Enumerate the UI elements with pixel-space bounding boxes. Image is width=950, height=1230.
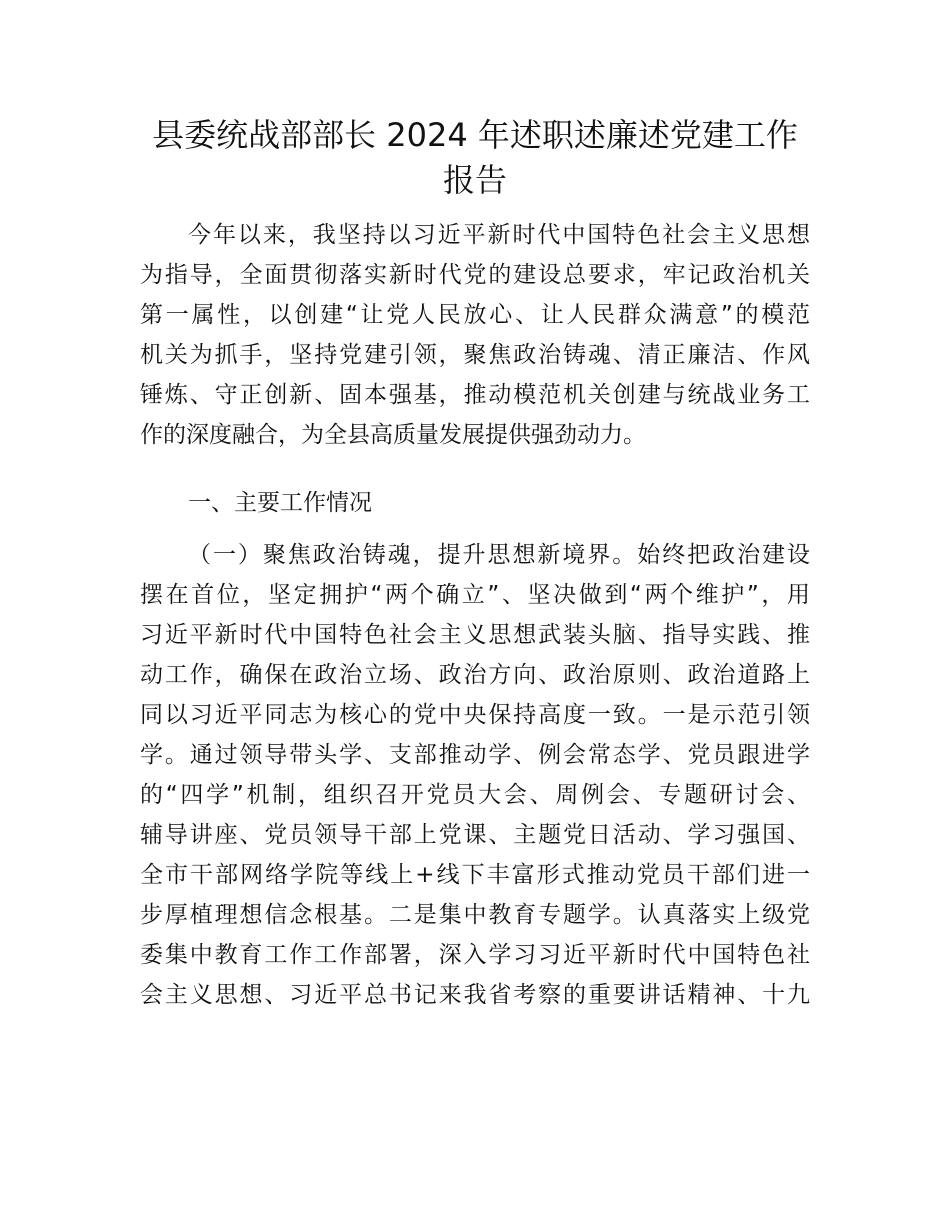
body-paragraph-line: 辅导讲座、党员领导干部上党课、主题党日活动、学习强国、: [140, 822, 810, 848]
body-paragraph-line: 步厚植理想信念根基。二是集中教育专题学。认真落实上级党: [140, 902, 810, 928]
body-paragraph-line: 摆在首位，坚定拥护“两个确立”、坚决做到“两个维护”，用: [140, 582, 810, 608]
intro-paragraph-line: 作的深度融合，为全县高质量发展提供强劲动力。: [140, 422, 646, 448]
body-paragraph-line: 的“四学”机制，组织召开党员大会、周例会、专题研讨会、: [140, 782, 810, 808]
document-title-line-1: 县委统战部部长 2024 年述职述廉述党建工作: [152, 116, 798, 154]
body-paragraph-line: 同以习近平同志为核心的党中央保持高度一致。一是示范引领: [140, 702, 810, 728]
body-paragraph-line: （一）聚焦政治铸魂，提升思想新境界。始终把政治建设: [188, 542, 810, 568]
document-title-line-2: 报告: [442, 161, 507, 199]
body-paragraph-line: 动工作，确保在政治立场、政治方向、政治原则、政治道路上: [140, 662, 810, 688]
intro-paragraph-line: 机关为抓手，坚持党建引领，聚焦政治铸魂、清正廉洁、作风: [140, 342, 810, 368]
intro-paragraph-line: 为指导，全面贯彻落实新时代党的建设总要求，牢记政治机关: [140, 262, 810, 288]
intro-paragraph-line: 第一属性，以创建“让党人民放心、让人民群众满意”的模范: [140, 302, 810, 328]
body-paragraph-line: 会主义思想、习近平总书记来我省考察的重要讲话精神、十九: [140, 982, 810, 1008]
intro-paragraph-line: 锤炼、守正创新、固本强基，推动模范机关创建与统战业务工: [140, 382, 810, 408]
body-paragraph-line: 学。通过领导带头学、支部推动学、例会常态学、党员跟进学: [140, 742, 810, 768]
intro-paragraph-line: 今年以来，我坚持以习近平新时代中国特色社会主义思想: [188, 222, 810, 248]
section-heading: 一、主要工作情况: [188, 490, 372, 516]
body-paragraph-line: 习近平新时代中国特色社会主义思想武装头脑、指导实践、推: [140, 622, 810, 648]
body-paragraph-line: 委集中教育工作工作部署，深入学习习近平新时代中国特色社: [140, 942, 810, 968]
body-paragraph-line: 全市干部网络学院等线上+线下丰富形式推动党员干部们进一: [140, 862, 810, 888]
